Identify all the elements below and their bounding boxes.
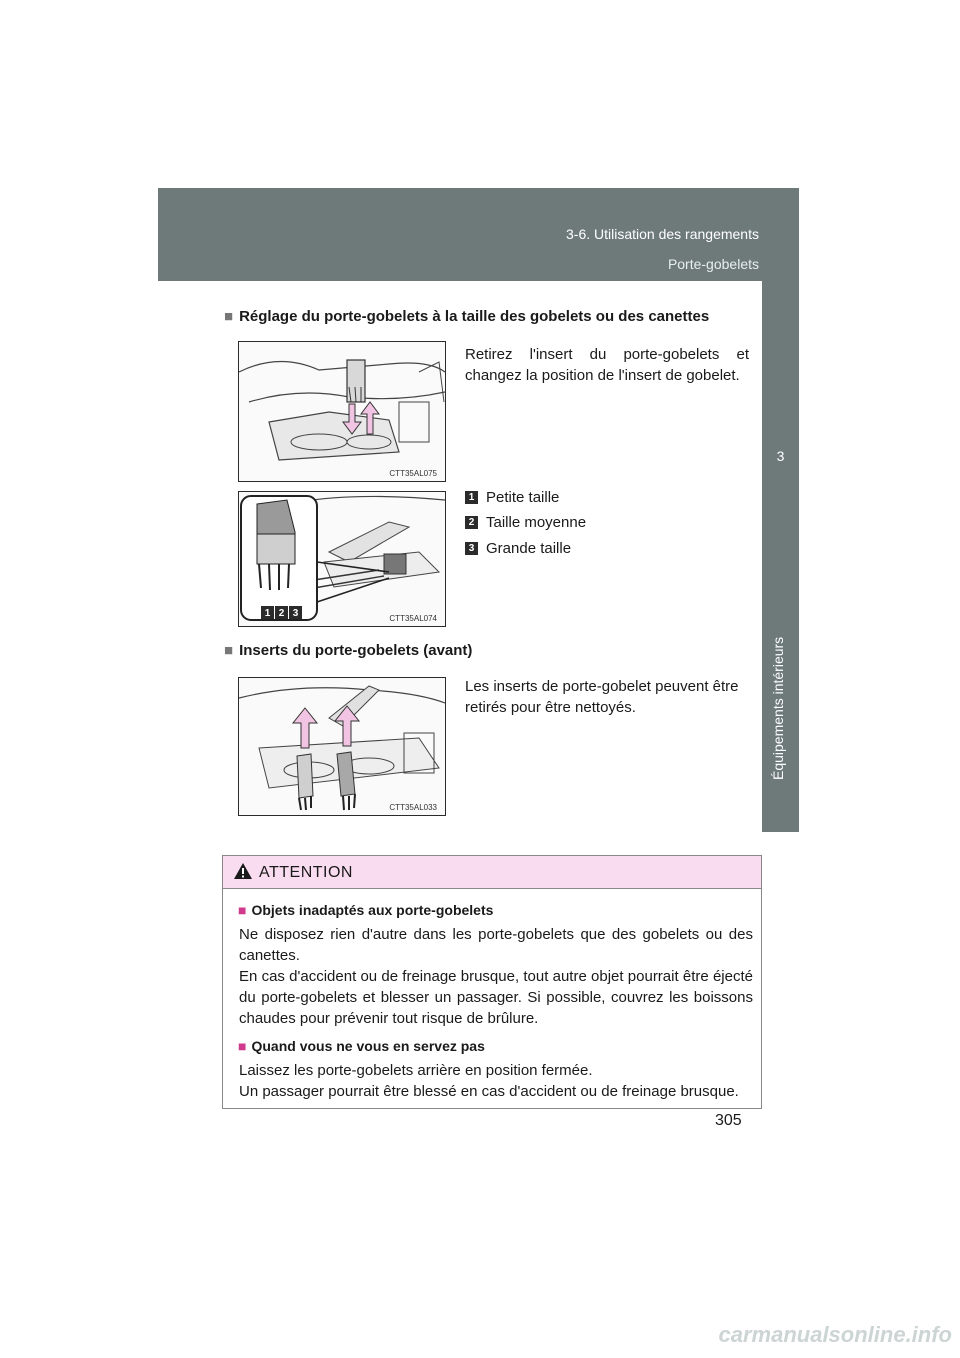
- insert-sizes-illustration: [239, 492, 445, 626]
- page-header: [158, 188, 799, 281]
- callout-3: 3: [292, 608, 299, 619]
- chapter-number: 3: [776, 448, 785, 464]
- warning-item-text: En cas d'accident ou de freinage brusque, tout autre objet pourrait être éjecté du porte-gobelets et blesser un passager. Si possible, couvrez les boissons chaudes pour prévenir tout risque de brûlure.: [239, 968, 753, 1027]
- figure-code: CTT35AL074: [389, 614, 437, 623]
- warning-item-text: Laissez les porte-gobelets arrière en position fermée.: [239, 1062, 593, 1079]
- warning-header: [223, 856, 761, 889]
- figure-code: CTT35AL075: [389, 469, 437, 478]
- figure-insert-sizes: [238, 491, 446, 627]
- list-item: [465, 540, 571, 557]
- square-bullet-icon: ■: [224, 642, 234, 659]
- adjust-paragraph: Retirez l'insert du porte-gobelets et changez la position de l'insert de gobelet.: [465, 346, 749, 384]
- number-badge: 3: [465, 542, 478, 555]
- callout-2: 2: [278, 608, 285, 619]
- list-item-label: Grande taille: [486, 540, 572, 557]
- section-title: 3-6. Utilisation des rangements: [566, 226, 759, 242]
- section-heading-inserts: ■ Inserts du porte-gobelets (avant): [224, 642, 473, 659]
- figure-cup-holder-insert: [238, 341, 446, 482]
- figure-code: CTT35AL033: [389, 803, 437, 812]
- list-item: [465, 514, 586, 531]
- page-number: 305: [715, 1112, 742, 1129]
- list-item: [465, 489, 559, 506]
- chapter-label: Équipements intérieurs: [770, 636, 786, 780]
- inserts-paragraph: Les inserts de porte-gobelet peuvent être retirés pour être nettoyés.: [465, 678, 739, 716]
- subsection-title: Porte-gobelets: [667, 256, 759, 272]
- number-badge: 1: [465, 491, 478, 504]
- number-badge: 2: [465, 516, 478, 529]
- warning-box: [222, 855, 762, 1109]
- warning-item-heading: ■ Objets inadaptés aux porte-gobelets: [238, 902, 494, 918]
- cup-holder-insert-illustration: [239, 342, 445, 481]
- square-bullet-icon: ■: [224, 308, 234, 325]
- square-bullet-icon: ■: [238, 902, 247, 918]
- list-item-label: Petite taille: [486, 489, 560, 506]
- figure-remove-inserts: [238, 677, 446, 816]
- warning-title: ATTENTION: [259, 864, 353, 881]
- warning-item-text: Un passager pourrait être blessé en cas d'accident ou de freinage brusque.: [239, 1083, 739, 1100]
- callout-1: 1: [264, 608, 271, 619]
- square-bullet-icon: ■: [238, 1038, 247, 1054]
- warning-item-heading: ■ Quand vous ne vous en servez pas: [238, 1038, 485, 1054]
- list-item-label: Taille moyenne: [486, 514, 587, 531]
- watermark-logo: carmanualsonline.info: [718, 1322, 952, 1347]
- warning-item-text: Ne disposez rien d'autre dans les porte-gobelets que des gobelets ou des canettes.: [239, 926, 753, 964]
- chapter-side-tab: [762, 280, 799, 832]
- warning-triangle-icon: [233, 862, 253, 880]
- remove-inserts-illustration: [239, 678, 445, 815]
- section-heading-adjust: ■ Réglage du porte-gobelets à la taille des gobelets ou des canettes: [224, 308, 710, 325]
